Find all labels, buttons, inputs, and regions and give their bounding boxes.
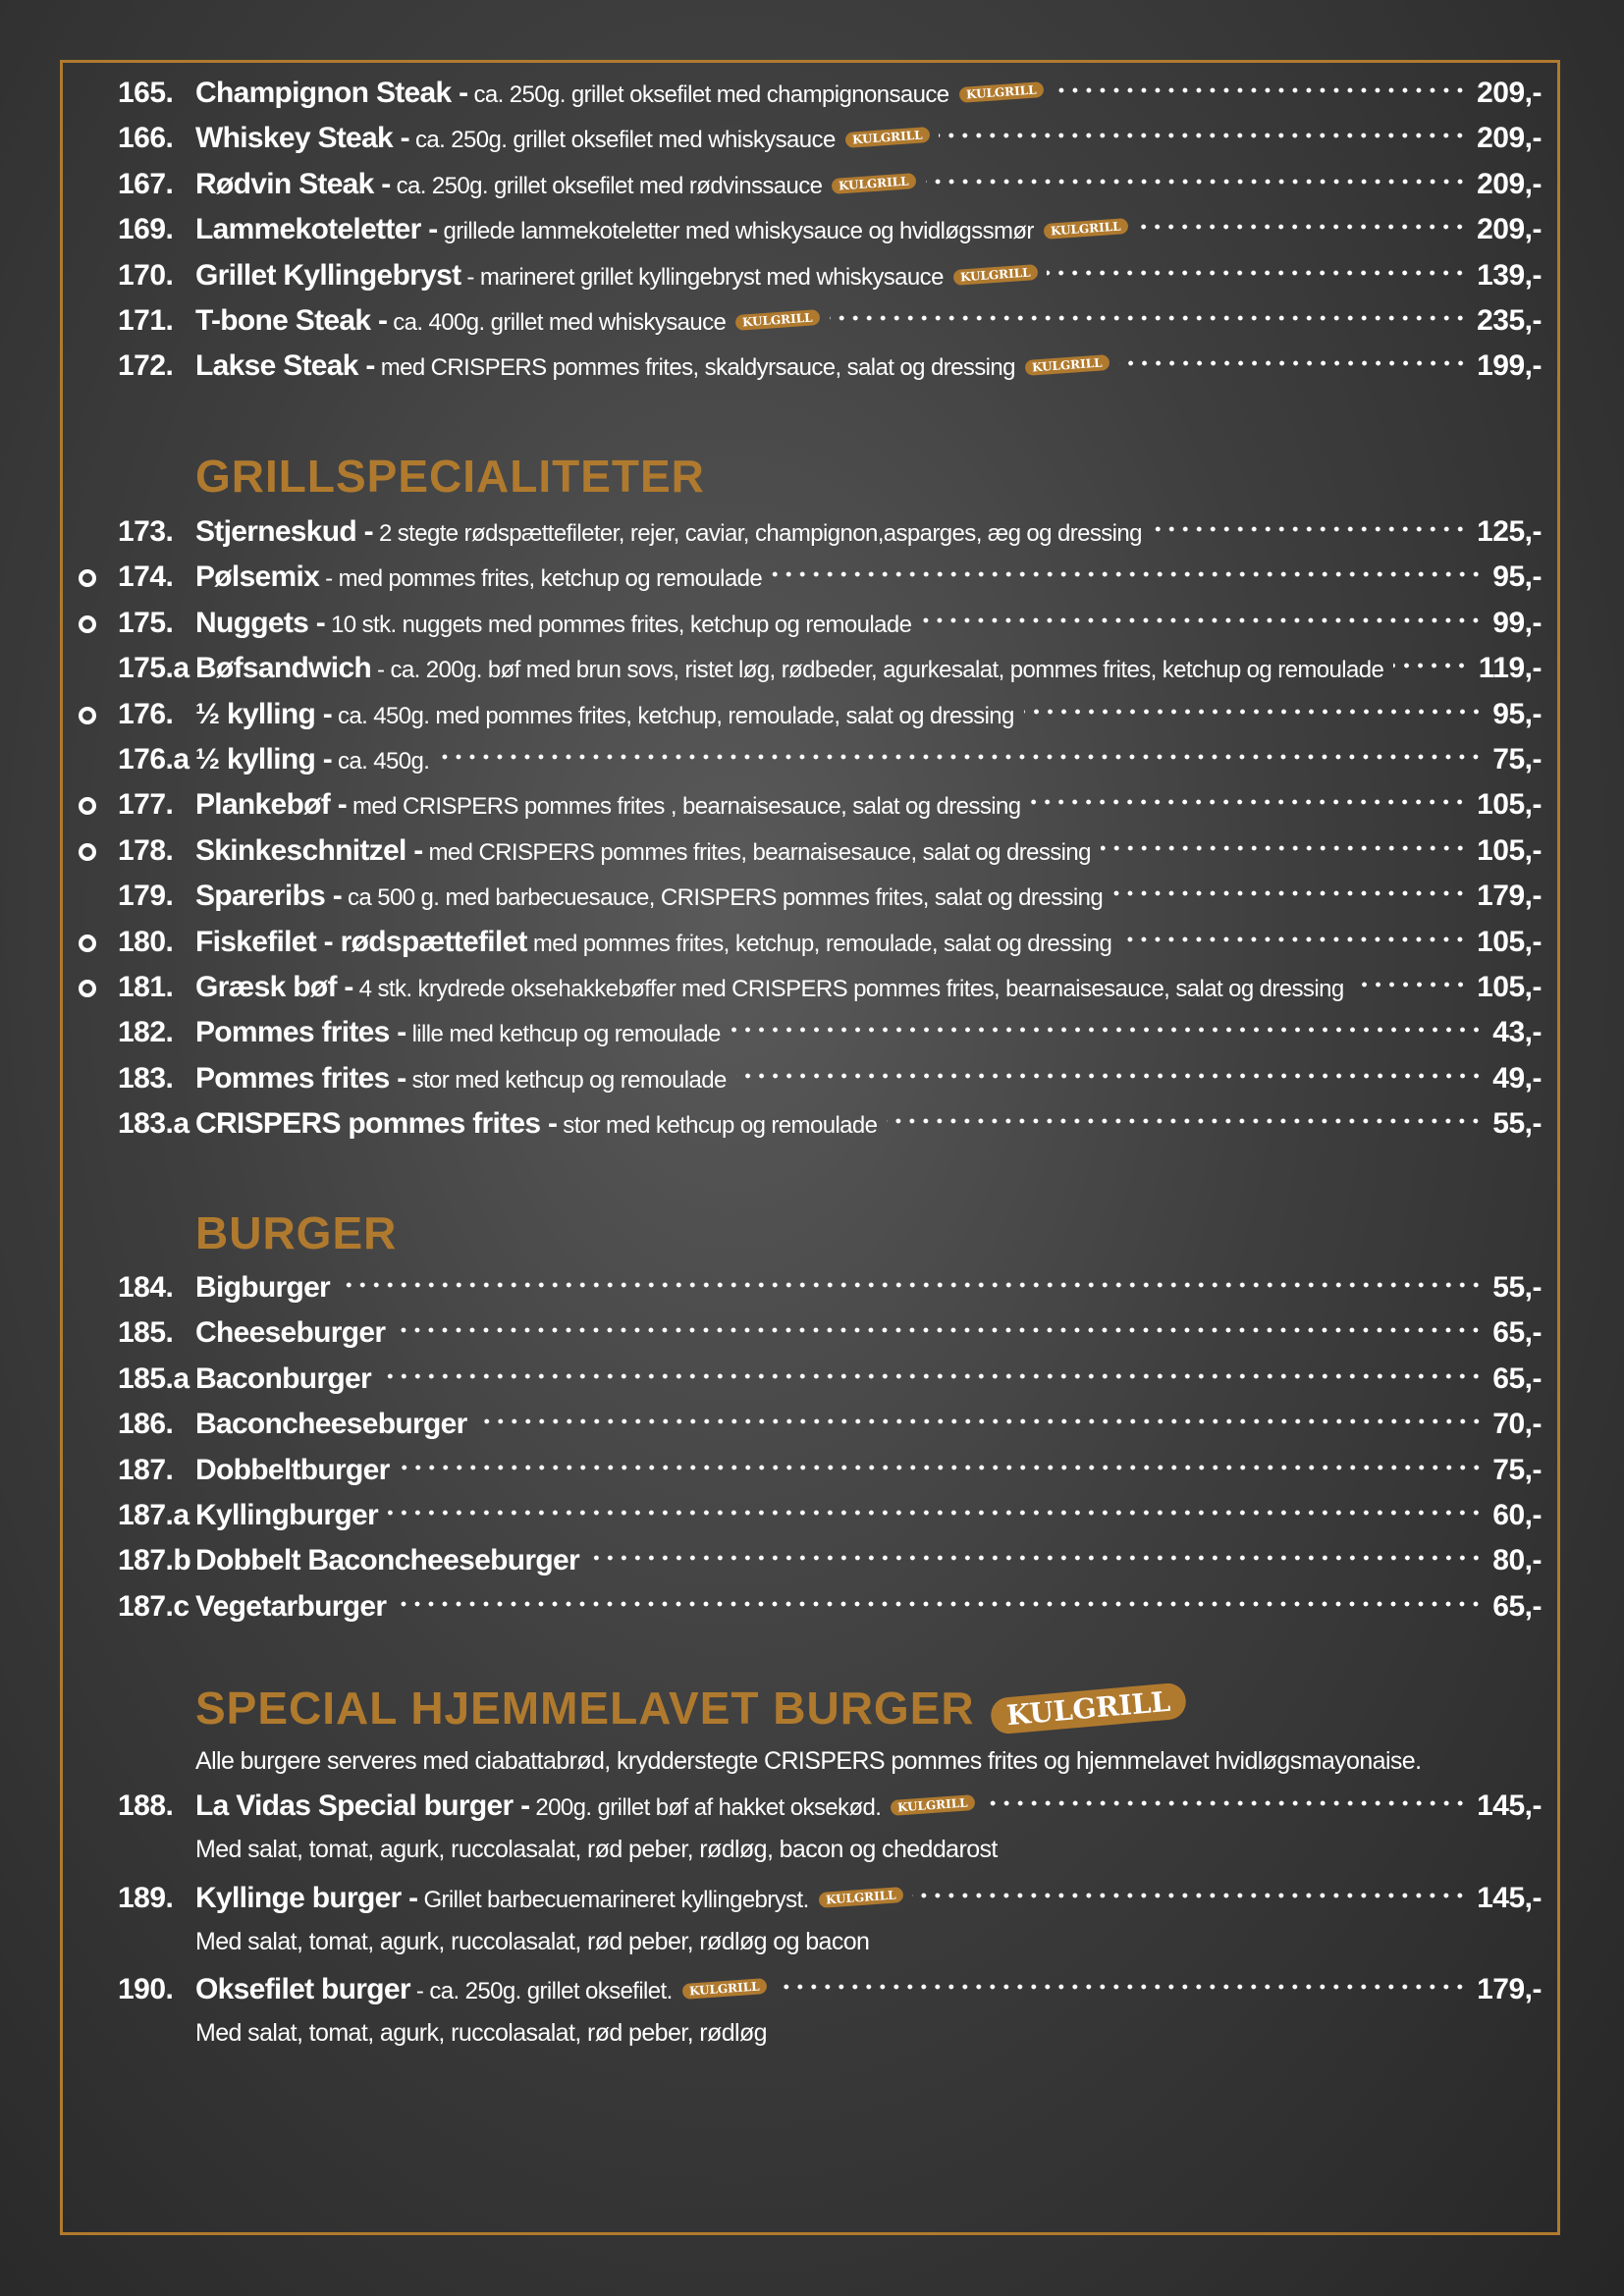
menu-item	[79, 1544, 1542, 1583]
menu-item	[79, 788, 1542, 828]
item-number: 165.	[118, 77, 174, 109]
dot-leader	[1137, 217, 1467, 237]
item-description: ca. 450g. med pommes frites, ketchup, remoulade, salat og dressing	[338, 702, 1014, 729]
item-name: Grillet Kyllingebryst	[195, 258, 461, 292]
item-price: 105,-	[1477, 971, 1542, 1003]
item-description: ca. 450g.	[338, 748, 430, 774]
dot-leader	[1030, 792, 1467, 812]
dot-leader	[926, 172, 1467, 191]
menu-item	[79, 743, 1542, 782]
item-number: 187.	[118, 1453, 174, 1486]
item-subdescription: Med salat, tomat, agurk, ruccolasalat, rød peber, rødløg og bacon	[195, 1928, 870, 1955]
item-name: Oksefilet burger	[195, 1973, 410, 2005]
item-name: Pølsemix	[195, 561, 320, 594]
circle-bullet-icon	[79, 707, 96, 724]
item-description: ca. 250g. grillet oksefilet med whiskysauce	[414, 127, 836, 154]
circle-bullet-icon	[79, 797, 96, 815]
item-number: 187.b	[118, 1544, 191, 1577]
item-number: 166.	[118, 122, 174, 155]
item-description: 4 stk. krydrede oksehakkebøffer med CRISPERS pommes frites, bearnaisesauce, salat og dressing	[358, 976, 1344, 1002]
item-number: 174.	[118, 561, 174, 594]
item-line	[195, 1316, 1542, 1350]
kulgrill-badge: KULGRILL	[891, 1794, 976, 1816]
menu-item	[79, 1789, 1542, 1829]
dot-leader	[736, 1066, 1484, 1086]
item-name: Fiskefilet - rødspættefilet	[195, 925, 527, 958]
item-price: 105,-	[1477, 925, 1542, 958]
circle-bullet-icon	[79, 569, 96, 587]
menu-item	[79, 1590, 1542, 1629]
menu-item	[79, 1454, 1542, 1493]
item-line	[195, 1454, 1542, 1487]
menu-item	[79, 77, 1542, 116]
item-price: 235,-	[1477, 304, 1542, 337]
menu-item	[79, 880, 1542, 919]
item-name: Dobbelt Baconcheeseburger	[195, 1544, 579, 1577]
item-price: 49,-	[1492, 1061, 1542, 1095]
item-number: 183.a	[118, 1107, 189, 1141]
item-name: Skinkeschnitzel -	[195, 833, 423, 867]
menu-item	[79, 561, 1542, 600]
item-name: Pommes frites -	[195, 1016, 406, 1049]
menu-item	[79, 1107, 1542, 1147]
menu-item	[79, 515, 1542, 555]
item-description: 200g. grillet bøf af hakket oksekød.	[535, 1794, 882, 1821]
item-line	[195, 122, 1542, 155]
menu-item	[79, 168, 1542, 207]
dot-leader	[939, 126, 1467, 145]
item-number: 169.	[118, 213, 174, 246]
item-line	[195, 304, 1542, 338]
dot-leader	[887, 1111, 1483, 1131]
item-price: 55,-	[1492, 1107, 1542, 1141]
menu-item	[79, 1271, 1542, 1310]
dot-leader	[731, 1020, 1484, 1040]
dot-leader	[1354, 975, 1468, 994]
item-description: med CRISPERS pommes frites, bearnaisesauce, salat og dressing	[428, 838, 1091, 866]
item-line	[195, 1499, 1542, 1532]
item-name: Plankebøf -	[195, 788, 347, 822]
item-name: Baconburger	[195, 1362, 371, 1395]
kulgrill-badge: KULGRILL	[1024, 354, 1110, 376]
item-price: 209,-	[1477, 213, 1542, 246]
item-number: 172.	[118, 349, 174, 383]
item-line	[195, 213, 1542, 246]
item-name: Cheeseburger	[195, 1316, 386, 1350]
item-name: Whiskey Steak -	[195, 122, 409, 155]
kulgrill-badge: KULGRILL	[1043, 218, 1128, 240]
menu-item	[79, 834, 1542, 874]
item-line	[195, 1016, 1542, 1049]
item-name: T-bone Steak -	[195, 304, 388, 337]
dot-leader	[1393, 656, 1469, 675]
item-number: 167.	[118, 167, 174, 200]
menu-item	[79, 607, 1542, 646]
item-name: Stjerneskud -	[195, 515, 373, 548]
item-price: 65,-	[1492, 1589, 1542, 1623]
section-heading: GRILLSPECIALITETER	[195, 451, 705, 502]
item-line	[195, 1062, 1542, 1095]
item-description: ca. 400g. grillet med whiskysauce	[393, 309, 727, 336]
item-number: 181.	[118, 971, 174, 1003]
item-number: 190.	[118, 1973, 174, 2005]
item-price: 209,-	[1477, 167, 1542, 200]
item-number: 177.	[118, 788, 174, 822]
item-price: 105,-	[1477, 788, 1542, 822]
menu-item	[79, 122, 1542, 161]
item-subdescription: Med salat, tomat, agurk, ruccolasalat, rød peber, rødløg, bacon og cheddarost	[195, 1836, 998, 1863]
item-name: ½ kylling -	[195, 697, 333, 730]
item-line	[195, 1789, 1542, 1823]
item-number: 187.a	[118, 1499, 189, 1531]
item-description: ca 500 g. med barbecuesauce, CRISPERS pommes frites, salat og dressing	[348, 884, 1104, 912]
item-line	[195, 698, 1542, 731]
dot-leader	[912, 1886, 1467, 1905]
item-price: 179,-	[1477, 880, 1542, 913]
item-price: 70,-	[1492, 1408, 1542, 1441]
item-line	[195, 834, 1542, 868]
item-number: 178.	[118, 833, 174, 867]
item-number: 184.	[118, 1271, 174, 1304]
item-number: 185.	[118, 1316, 174, 1350]
item-name: Dobbeltburger	[195, 1453, 390, 1486]
item-price: 55,-	[1492, 1271, 1542, 1304]
item-price: 65,-	[1492, 1316, 1542, 1350]
item-number: 185.a	[118, 1362, 189, 1395]
item-price: 139,-	[1477, 258, 1542, 292]
item-price: 60,-	[1492, 1499, 1542, 1531]
item-description: med pommes frites, ketchup, remoulade, salat og dressing	[532, 930, 1112, 957]
dot-leader	[388, 1503, 1483, 1522]
item-price: 209,-	[1477, 77, 1542, 109]
item-description: lille med kethcup og remoulade	[411, 1021, 721, 1048]
item-name: Græsk bøf -	[195, 971, 353, 1003]
item-name: La Vidas Special burger -	[195, 1789, 530, 1822]
dot-leader	[340, 1275, 1483, 1295]
menu-item	[79, 1408, 1542, 1447]
item-number: 183.	[118, 1061, 174, 1095]
dot-leader	[396, 1594, 1483, 1614]
menu-item	[79, 1882, 1542, 1921]
menu-item	[79, 1973, 1542, 2012]
item-line	[195, 259, 1542, 293]
item-name: Nuggets -	[195, 606, 326, 639]
dot-leader	[1024, 702, 1484, 721]
item-line	[195, 1590, 1542, 1624]
dot-leader	[1047, 263, 1467, 283]
dot-leader	[830, 308, 1467, 328]
item-line	[195, 652, 1542, 685]
item-name: Bigburger	[195, 1271, 331, 1304]
item-number: 186.	[118, 1408, 174, 1441]
item-description: Grillet barbecuemarineret kyllingebryst.	[423, 1887, 809, 1913]
item-line	[195, 880, 1542, 913]
kulgrill-badge: KULGRILL	[844, 127, 930, 148]
item-number: 176.a	[118, 743, 189, 775]
item-number: 176.	[118, 697, 174, 730]
item-line	[195, 1107, 1542, 1141]
dot-leader	[776, 1977, 1467, 1997]
item-price: 75,-	[1492, 1453, 1542, 1486]
item-description: med CRISPERS pommes frites, skaldyrsauce, salat og dressing	[380, 354, 1015, 382]
item-number: 187.c	[118, 1589, 189, 1623]
dot-leader	[1101, 838, 1467, 858]
item-line	[195, 515, 1542, 549]
menu-item	[79, 926, 1542, 965]
section-heading: BURGER	[195, 1207, 398, 1258]
item-number: 189.	[118, 1882, 174, 1914]
dot-leader	[439, 747, 1483, 767]
circle-bullet-icon	[79, 615, 96, 633]
item-subdescription: Med salat, tomat, agurk, ruccolasalat, rød peber, rødløg	[195, 2019, 767, 2047]
item-price: 199,-	[1477, 349, 1542, 383]
item-price: 95,-	[1492, 561, 1542, 594]
circle-bullet-icon	[79, 980, 96, 997]
item-line	[195, 349, 1542, 383]
menu-item	[79, 259, 1542, 298]
item-line	[195, 561, 1542, 594]
item-number: 175.a	[118, 652, 189, 685]
dot-leader	[1152, 519, 1467, 539]
item-line	[195, 77, 1542, 110]
menu-item	[79, 1362, 1542, 1402]
item-line	[195, 743, 1542, 776]
item-number: 175.	[118, 606, 174, 639]
item-line	[195, 1362, 1542, 1396]
kulgrill-badge: KULGRILL	[818, 1887, 903, 1908]
item-line	[195, 1271, 1542, 1305]
item-description: 2 stegte rødspættefileter, rejer, caviar, champignon,asparges, æg og dressing	[378, 520, 1142, 547]
circle-bullet-icon	[79, 843, 96, 861]
item-name: Lakse Steak -	[195, 349, 375, 383]
item-name: Vegetarburger	[195, 1589, 387, 1623]
item-price: 179,-	[1477, 1973, 1542, 2005]
dot-leader	[1121, 930, 1467, 949]
section-intro: Alle burgere serveres med ciabattabrød, krydderstegte CRISPERS pommes frites og hjemmelavet hvidløgsmayonaise.	[195, 1747, 1422, 1775]
item-name: Bøfsandwich	[195, 652, 371, 685]
item-name: Rødvin Steak -	[195, 167, 391, 200]
item-line	[195, 1408, 1542, 1441]
item-name: Champignon Steak -	[195, 77, 468, 109]
menu-item	[79, 304, 1542, 344]
item-description: stor med kethcup og remoulade	[563, 1112, 878, 1140]
menu-item	[79, 1062, 1542, 1101]
menu-item	[79, 1316, 1542, 1356]
item-name: ½ kylling -	[195, 743, 333, 775]
dot-leader	[1112, 883, 1467, 903]
kulgrill-badge: KULGRILL	[989, 1682, 1187, 1735]
kulgrill-badge: KULGRILL	[681, 1978, 767, 2000]
item-name: Spareribs -	[195, 880, 343, 913]
item-description: - ca. 200g. bøf med brun sovs, ristet løg, rødbeder, agurkesalat, pommes frites, ketchup og remoulade	[376, 657, 1384, 684]
item-number: 180.	[118, 925, 174, 958]
item-price: 145,-	[1477, 1789, 1542, 1822]
kulgrill-badge: KULGRILL	[958, 81, 1044, 103]
item-description: - med pommes frites, ketchup og remoulade	[325, 565, 763, 593]
item-price: 209,-	[1477, 122, 1542, 155]
dot-leader	[921, 611, 1483, 630]
item-line	[195, 926, 1542, 959]
item-line	[195, 1973, 1542, 2006]
dot-leader	[1119, 353, 1468, 373]
item-line	[195, 1544, 1542, 1577]
item-name: Kyllingburger	[195, 1499, 378, 1531]
item-description: med CRISPERS pommes frites , bearnaisesauce, salat og dressing	[352, 793, 1021, 821]
item-description: ca. 250g. grillet oksefilet med rødvinssauce	[396, 172, 823, 199]
item-number: 182.	[118, 1016, 174, 1049]
menu-item	[79, 971, 1542, 1010]
item-number: 171.	[118, 304, 174, 337]
item-price: 99,-	[1492, 606, 1542, 639]
item-price: 95,-	[1492, 697, 1542, 730]
item-description: grillede lammekoteletter med whiskysauce og hvidløgssmør	[443, 218, 1034, 245]
circle-bullet-icon	[79, 934, 96, 952]
menu-item	[79, 1016, 1542, 1055]
item-description: stor med kethcup og remoulade	[411, 1066, 727, 1094]
item-price: 75,-	[1492, 743, 1542, 775]
dot-leader	[985, 1793, 1467, 1813]
item-number: 170.	[118, 258, 174, 292]
item-number: 173.	[118, 515, 174, 548]
menu-item	[79, 213, 1542, 252]
item-name: Pommes frites -	[195, 1061, 406, 1095]
item-name: Baconcheeseburger	[195, 1408, 467, 1441]
item-number: 188.	[118, 1789, 174, 1822]
dot-leader	[477, 1412, 1484, 1431]
item-description: 10 stk. nuggets med pommes frites, ketchup og remoulade	[331, 611, 912, 638]
dot-leader	[1053, 80, 1467, 100]
item-line	[195, 1882, 1542, 1915]
item-line	[195, 971, 1542, 1004]
item-description: - ca. 250g. grillet oksefilet.	[415, 1978, 673, 2004]
item-price: 119,-	[1478, 652, 1542, 685]
kulgrill-badge: KULGRILL	[735, 309, 821, 331]
item-name: Kyllinge burger -	[195, 1882, 418, 1914]
item-price: 105,-	[1477, 833, 1542, 867]
item-number: 179.	[118, 880, 174, 913]
item-price: 80,-	[1492, 1544, 1542, 1577]
kulgrill-badge: KULGRILL	[832, 173, 917, 194]
menu-item	[79, 652, 1542, 691]
item-description: ca. 250g. grillet oksefilet med champignonsauce	[473, 81, 949, 108]
section-heading: SPECIAL HJEMMELAVET BURGER KULGRILL	[195, 1682, 1186, 1735]
item-line	[195, 607, 1542, 640]
dot-leader	[381, 1366, 1483, 1386]
item-name: Lammekoteletter -	[195, 213, 438, 246]
item-price: 145,-	[1477, 1882, 1542, 1914]
menu-item	[79, 349, 1542, 389]
item-price: 65,-	[1492, 1362, 1542, 1395]
item-price: 43,-	[1492, 1016, 1542, 1049]
item-line	[195, 788, 1542, 822]
menu-item	[79, 1499, 1542, 1538]
dot-leader	[395, 1320, 1483, 1340]
dot-leader	[400, 1458, 1484, 1477]
menu-item	[79, 698, 1542, 737]
dot-leader	[589, 1548, 1483, 1568]
kulgrill-badge: KULGRILL	[952, 264, 1038, 286]
item-description: - marineret grillet kyllingebryst med whiskysauce	[466, 263, 944, 291]
dot-leader	[772, 564, 1483, 584]
item-name: CRISPERS pommes frites -	[195, 1107, 558, 1141]
item-line	[195, 168, 1542, 201]
item-price: 125,-	[1477, 515, 1542, 548]
